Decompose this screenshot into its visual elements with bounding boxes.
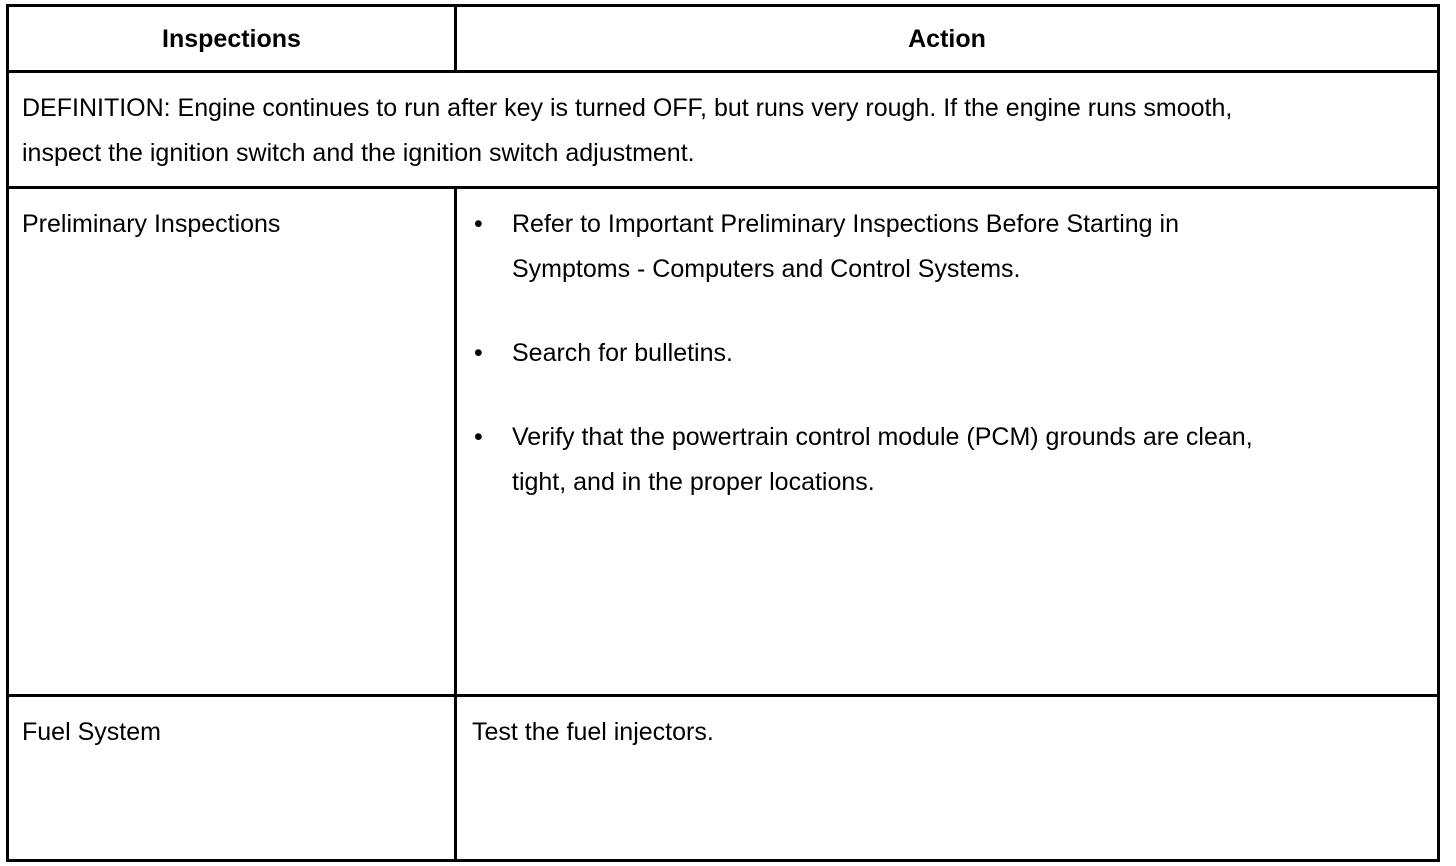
table-border-right bbox=[1437, 4, 1440, 862]
column-divider-body bbox=[454, 186, 457, 862]
action-bullet-item bbox=[472, 415, 1262, 505]
table-border-left bbox=[6, 4, 9, 862]
definition-text: DEFINITION: Engine continues to run after key is turned OFF, but runs very rough. If the engine runs smooth, inspect the ignition switch and the ignition switch adjustment. bbox=[22, 94, 1233, 167]
action-bullet-item bbox=[472, 202, 1262, 292]
action-text: Search for bulletins. bbox=[512, 339, 733, 367]
preliminary-actions bbox=[472, 202, 1262, 505]
row-divider bbox=[6, 694, 1440, 697]
bullet-icon: • bbox=[474, 210, 483, 238]
bullet-icon: • bbox=[474, 339, 483, 367]
header-inspections: Inspections bbox=[162, 25, 301, 53]
action-text: Verify that the powertrain control module (PCM) grounds are clean, tight, and in the proper locations. bbox=[512, 423, 1253, 496]
action-bullet-item bbox=[472, 331, 1262, 376]
bullet-icon: • bbox=[474, 423, 483, 451]
header-action: Action bbox=[908, 25, 986, 53]
action-text: Refer to Important Preliminary Inspections Before Starting in Symptoms - Computers and Control Systems. bbox=[512, 210, 1179, 283]
row-label-fuel-system: Fuel System bbox=[22, 718, 161, 746]
diagnostic-table bbox=[6, 4, 1440, 866]
row-label-preliminary-inspections: Preliminary Inspections bbox=[22, 210, 281, 238]
definition-divider bbox=[6, 186, 1440, 189]
table-border-bottom bbox=[6, 859, 1440, 862]
fuel-system-action: Test the fuel injectors. bbox=[472, 718, 714, 746]
